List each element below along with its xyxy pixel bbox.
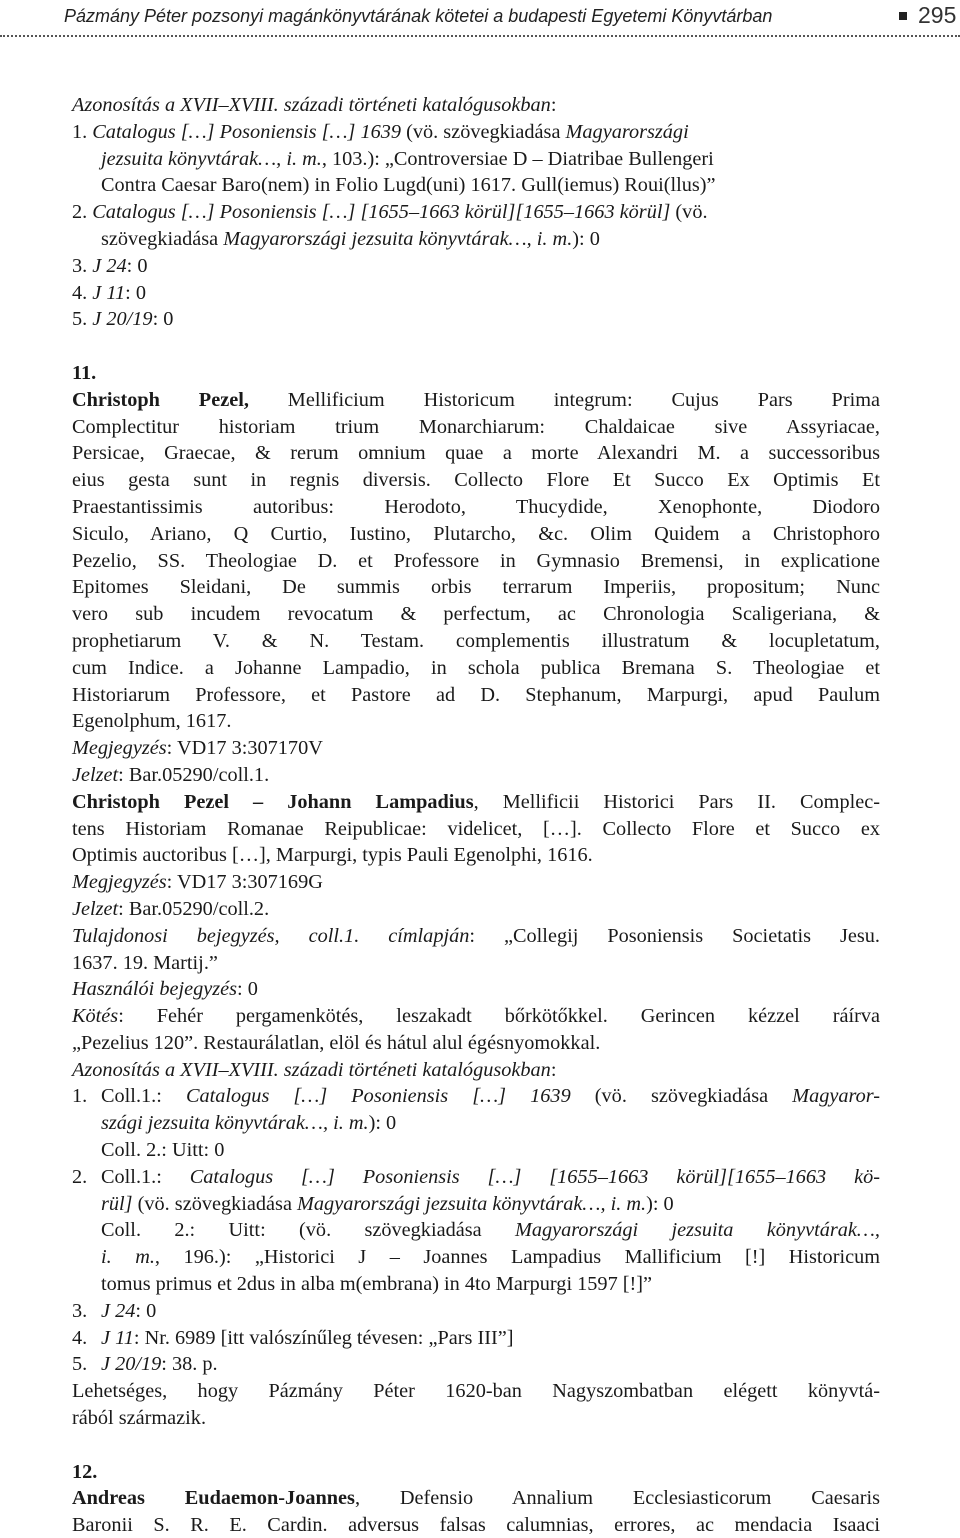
text-run: vero sub incudem revocatum & perfectum, ac Chronologia Scaligeriana, & [72, 603, 880, 626]
italic-text: Magyaror- [792, 1085, 881, 1108]
text-run: 1637. 19. Martij.” [72, 951, 218, 974]
text-run: 2. [72, 201, 93, 224]
text-line [72, 842, 880, 869]
text-run: (vö. [670, 201, 708, 224]
text-line [72, 146, 880, 173]
running-title: Pázmány Péter pozsonyi magánkönyvtárának kötetei a budapesti Egyetemi Könyvtárban [64, 6, 773, 26]
square-bullet-icon [899, 12, 907, 20]
text-run: 3. [72, 254, 93, 277]
header-dotted-rule [0, 35, 960, 37]
text-line [72, 521, 880, 548]
text-line [72, 950, 880, 977]
text-run: : 0 [126, 254, 148, 277]
text-line [72, 1191, 880, 1218]
paragraph-gap [72, 1432, 880, 1459]
text-line [72, 1485, 880, 1512]
text-line [72, 1405, 880, 1432]
text-run: : 0 [152, 308, 174, 331]
text-run: (vö. szövegkiadása [570, 1085, 793, 1108]
text-run: : 0 [125, 281, 146, 304]
bold-text: 12. [72, 1460, 98, 1483]
text-line [72, 869, 880, 896]
body-text [72, 92, 880, 1538]
text-run: „Pezelius 120”. Restaurálatlan, elöl és hátul alul égésnyomokkal. [72, 1031, 601, 1054]
text-run: : [550, 94, 557, 116]
text-run: : Bar.05290/coll.1. [118, 763, 270, 786]
text-run: Mellificium Historicum integrum: Cujus Pars Prima [248, 388, 880, 411]
italic-text: Azonosítás a XVII–XVIII. századi történeti katalógusokban [72, 1058, 551, 1081]
text-run: : 0 [135, 1299, 157, 1322]
bold-text: Christoph Pezel, [72, 388, 249, 411]
text-line [72, 199, 880, 226]
italic-text: Catalogus […] Posoniensis […] [1655–1663 körül][1655–1663 kö- [189, 1165, 880, 1188]
italic-text: Megjegyzés [72, 871, 167, 894]
text-line [72, 655, 880, 682]
text-line [72, 762, 880, 789]
text-run: : Nr. 6989 [itt valószínűleg tévesen: „Pars III”] [133, 1326, 514, 1349]
text-run: ): 0 [368, 1112, 397, 1135]
text-run: (vö. szövegkiadása [132, 1192, 298, 1215]
text-run: ): 0 [572, 227, 600, 250]
text-run: : Bar.05290/coll.2. [118, 897, 270, 920]
text-run: Optimis auctoribus […], Marpurgi, typis Pauli Egenolphi, 1616. [72, 844, 593, 867]
text-line [72, 1459, 880, 1486]
text-run: : VD17 3:307170V [166, 737, 323, 760]
italic-text: Használói bejegyzés [72, 978, 238, 1001]
text-line [72, 896, 880, 923]
italic-text: i. m. [101, 1246, 155, 1269]
text-line [72, 548, 880, 575]
text-line [72, 360, 880, 387]
italic-text: J 24 [101, 1299, 136, 1322]
text-line [72, 1003, 880, 1030]
italic-text: Catalogus […] Posoniensis […] 1639 [92, 120, 402, 143]
text-run: , 196.): „Historici J – Joannes Lampadius Mallificium [!] Historicum [154, 1246, 880, 1269]
text-line [72, 306, 880, 333]
text-line [72, 789, 880, 816]
text-line [72, 467, 880, 494]
text-line [72, 387, 880, 414]
italic-text: Catalogus […] Posoniensis […] [1655–1663 körül][1655–1663 körül] [92, 201, 671, 224]
text-run: Complectitur historiam trium Monarchiarum: Chaldaicae sive Assyriacae, [72, 415, 880, 438]
text-line [72, 1325, 880, 1352]
list-number: 3. [72, 1299, 88, 1322]
italic-text: J 11 [92, 281, 126, 304]
text-line [72, 414, 880, 441]
list-number: 2. [72, 1165, 88, 1188]
list-number: 1. [72, 1085, 88, 1108]
text-line [72, 628, 880, 655]
text-run: tomus primus et 2dus in alba m(embrana) in 4to Marpurgi 1597 [!]” [101, 1273, 653, 1296]
bold-text: Andreas Eudaemon-Joannes [72, 1487, 355, 1510]
italic-text: J 24 [92, 254, 127, 277]
text-line [72, 682, 880, 709]
text-run: Egenolphum, 1617. [72, 710, 232, 733]
italic-text: Magyarországi jezsuita könyvtárak…, [514, 1219, 880, 1242]
text-line [72, 816, 880, 843]
italic-text: Megjegyzés [72, 737, 167, 760]
text-run: szövegkiadása [101, 227, 224, 250]
italic-text: Tulajdonosi bejegyzés, coll.1. címlapján [72, 924, 470, 947]
italic-text: Catalogus […] Posoniensis […] 1639 [185, 1085, 571, 1108]
italic-text: Jelzet [72, 897, 119, 920]
text-run: (vö. szövegkiadása [401, 120, 566, 143]
list-number: 5. [72, 1353, 88, 1376]
text-line [72, 1378, 880, 1405]
text-line [72, 1057, 880, 1084]
italic-text: Magyarországi jezsuita könyvtárak…, i. m. [223, 227, 573, 250]
text-run: , Mellificii Historici Pars II. Complec- [473, 790, 880, 813]
text-run: cum Indice. a Johanne Lampadio, in schola publica Bremana S. Theologiae et [72, 656, 880, 679]
text-run: : 38. p. [161, 1353, 218, 1376]
text-line [72, 280, 880, 307]
text-run: : „Collegij Posoniensis Societatis Jesu. [469, 924, 880, 947]
text-run: : Fehér pergamenkötés, leszakadt bőrkötőkkel. Gerincen kézzel ráírva [118, 1005, 880, 1028]
text-run: ): 0 [646, 1192, 674, 1215]
text-line [72, 1271, 880, 1298]
text-line [72, 92, 880, 119]
italic-text: rül] [101, 1192, 133, 1215]
italic-text: J 20/19 [92, 308, 153, 331]
text-run: : [550, 1058, 557, 1081]
text-line [72, 1351, 880, 1378]
text-run: rából származik. [72, 1407, 207, 1430]
text-run: 4. [72, 281, 93, 304]
text-run: Praestantissimis autoribus: Herodoto, Thucydide, Xenophonte, Diodoro [72, 495, 880, 518]
running-header [0, 0, 960, 44]
text-line [72, 735, 880, 762]
text-line [72, 601, 880, 628]
text-line [72, 172, 880, 199]
text-line [72, 119, 880, 146]
text-line [72, 1298, 880, 1325]
text-run: 1. [72, 120, 93, 143]
text-run: prophetiarum V. & N. Testam. complementis illustratum & locupletatum, [72, 629, 880, 652]
text-line [72, 1083, 880, 1110]
text-line [72, 1030, 880, 1057]
text-line [72, 1137, 880, 1164]
paragraph-gap [72, 333, 880, 360]
text-run: Coll.1.: [101, 1085, 186, 1108]
text-run: Persicae, Graecae, & rerum omnium quae a morte Alexandri M. a successoribus [72, 442, 880, 465]
text-run: Epitomes Sleidani, De summis orbis terrarum Imperiis, propositum; Nunc [72, 576, 880, 599]
text-line [72, 976, 880, 1003]
italic-text: Kötés [72, 1005, 119, 1028]
text-run: Baronii S. R. E. Cardin. adversus falsas calumnias, errores, ac mendacia Isaaci [72, 1514, 880, 1537]
italic-text: szági jezsuita könyvtárak…, i. m. [101, 1112, 369, 1135]
text-line [72, 494, 880, 521]
text-line [72, 1110, 880, 1137]
italic-text: Jelzet [72, 763, 119, 786]
text-run: Siculo, Ariano, Q Curtio, Iustino, Plutarcho, &c. Olim Quidem a Christophoro [72, 522, 880, 545]
text-run: Lehetséges, hogy Pázmány Péter 1620-ban Nagyszombatban elégett könyvtá- [72, 1380, 880, 1403]
italic-text: J 11 [101, 1326, 134, 1349]
text-run: Coll. 2.: Uitt: 0 [101, 1139, 225, 1162]
page-number: 295 [918, 2, 957, 28]
text-run: Coll. 2.: Uitt: (vö. szövegkiadása [101, 1219, 515, 1242]
text-run: eius gesta sunt in regnis diversis. Collecto Flore Et Succo Ex Optimis Et [72, 469, 880, 492]
text-run: tens Historiam Romanae Reipublicae: videlicet, […]. Collecto Flore et Succo ex [72, 817, 880, 840]
italic-text: J 20/19 [101, 1353, 162, 1376]
text-run: Contra Caesar Baro(nem) in Folio Lugd(uni) 1617. Gull(iemus) Roui(llus)” [101, 174, 716, 197]
text-run: 5. [72, 308, 93, 331]
text-line [72, 923, 880, 950]
italic-text: Magyarországi [565, 120, 689, 143]
text-line [72, 708, 880, 735]
text-line [72, 1512, 880, 1538]
text-run: : 0 [237, 978, 258, 1001]
italic-text: jezsuita könyvtárak…, i. m. [101, 147, 322, 170]
text-line [72, 1244, 880, 1271]
text-line [72, 253, 880, 280]
text-line [72, 574, 880, 601]
italic-text: Magyarországi jezsuita könyvtárak…, i. m. [297, 1192, 647, 1215]
text-run: Coll.1.: [101, 1165, 190, 1188]
text-run: , 103.): „Controversiae D – Diatribae Bullengeri [321, 147, 714, 170]
text-line [72, 226, 880, 253]
text-run: : VD17 3:307169G [166, 871, 323, 894]
text-line [72, 1164, 880, 1191]
text-line [72, 1217, 880, 1244]
text-run: Pezelio, SS. Theologiae D. et Professore in Gymnasio Bremensi, in explicatione [72, 549, 880, 572]
text-run: , Defensio Annalium Ecclesiasticorum Caesaris [354, 1487, 880, 1510]
bold-text: 11. [72, 361, 97, 384]
text-run: Historiarum Professore, et Pastore ad D. Stephanum, Marpurgi, apud Paulum [72, 683, 880, 706]
text-line [72, 440, 880, 467]
list-number: 4. [72, 1326, 88, 1349]
bold-text: Christoph Pezel – Johann Lampadius [72, 790, 474, 813]
italic-text: Azonosítás a XVII–XVIII. századi történeti katalógusokban [72, 94, 551, 116]
